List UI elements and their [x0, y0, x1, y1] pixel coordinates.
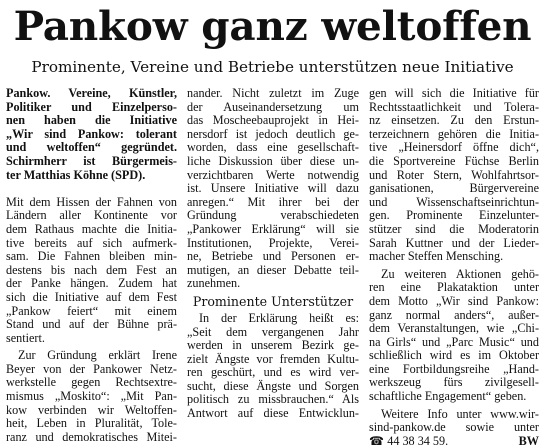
body-paragraph	[187, 87, 359, 291]
text-line: gen will sich die Initiative für	[369, 86, 539, 100]
text-line: Weitere Info unter www.wir-	[381, 406, 539, 421]
text-line: ganz normal anders“, außer-	[369, 307, 539, 322]
text-line: ter Matthias Köhne (SPD).	[6, 167, 146, 182]
text-line: ranz und demokratisches Mitei-	[6, 429, 177, 444]
text-line: Institutionen, Projekte, Verei-	[187, 235, 359, 250]
column-2	[187, 87, 359, 421]
text-line: tive bereits auf sich aufmerk-	[6, 235, 177, 250]
column-3	[369, 87, 539, 448]
text-line: anregen.“ Mit ihrer bei der	[187, 194, 359, 209]
text-line: Rechtsstaatlichkeit und Tolera-	[369, 99, 539, 114]
text-line: der Panke hängen. Zudem hat	[6, 276, 177, 291]
text-line: macher Steffen Mensching.	[369, 249, 504, 264]
text-line: „Wir sind Pankow: tolerant	[6, 126, 177, 141]
text-line: ren eine Plakataktion unter	[369, 280, 539, 295]
subheadline: Prominente, Vereine und Betriebe unterstützen neue Initiative	[31, 58, 514, 76]
body-paragraph	[6, 196, 177, 346]
text-line: „Pankower Erklärung“ will sie	[187, 221, 359, 236]
text-line: na Girls“ und „Parc Music“ und	[369, 334, 539, 349]
text-line: kow verbinden wir Weltoffen-	[6, 402, 177, 417]
text-line: Zu weiteren Aktionen gehö-	[381, 266, 539, 281]
text-line: Sarah Kuttner und der Lieder-	[369, 235, 539, 250]
text-line: werkstelle gegen Rechtsextre-	[6, 375, 177, 390]
text-line: eine Fortbildungsreihe „Hand-	[369, 361, 539, 376]
phone-number: ☎ 44 38 34 59.	[369, 433, 449, 448]
paragraph-spacer	[6, 182, 177, 196]
text-line: „Pankow feiert“ mit einem	[6, 303, 177, 318]
headline: Pankow ganz weltoffen	[13, 2, 532, 50]
text-line: Beyer von der Pankower Netz-	[6, 361, 177, 376]
text-line: ganisationen, Bürgervereine	[369, 181, 539, 196]
text-line: und weltoffen“ gegründet.	[6, 140, 177, 155]
author-initials: BW	[518, 433, 539, 448]
column-1	[6, 87, 177, 444]
text-line: zielt Ängste vor fremden Kultu-	[187, 351, 359, 366]
text-line: dem Veranstaltungen, wie „Chi-	[369, 321, 539, 336]
contact-line	[369, 435, 539, 448]
body-paragraph	[187, 312, 359, 421]
text-line: Gründung verabschiedeten	[187, 208, 359, 223]
text-line: Politiker und Einzelperso-	[6, 99, 177, 114]
text-line: ren geschürt, und es wird ver-	[187, 365, 359, 380]
text-line: Antwort auf diese Entwicklun-	[187, 406, 359, 421]
text-line: sam. Die Fahnen bleiben min-	[6, 249, 177, 264]
text-line: mutigen, an dieser Debatte teil-	[187, 262, 359, 277]
text-line: nz einsetzen. Zu den Erstun-	[369, 113, 539, 128]
text-line: und Roter Stern, Wohlfahrtsor-	[369, 167, 539, 182]
text-line: destens bis nach dem Fest an	[6, 262, 177, 277]
text-line: das Moscheebauprojekt in Hei-	[187, 113, 359, 128]
text-line: der Auseinandersetzung um	[187, 99, 359, 114]
text-line: In der Erklärung heißt es:	[199, 310, 359, 325]
text-line: ne, Betriebe und Personen er-	[187, 249, 359, 264]
text-line: werkszeug fürs zivilgesell-	[369, 375, 539, 390]
text-line: Pankow. Vereine, Künstler,	[6, 86, 177, 100]
text-line: werden in unserem Bezirk ge-	[187, 338, 359, 353]
text-line: ist. Unsere Initiative will dazu	[187, 181, 359, 196]
text-line: „Seit dem vergangenen Jahr	[187, 324, 359, 339]
text-line: liche Diskussion über diese un-	[187, 153, 359, 168]
text-line: sentiert.	[6, 330, 45, 345]
text-line: heit, Leben in Pluralität, Tole-	[6, 416, 177, 431]
text-line: tive „Heinersdorf öffne dich“,	[369, 140, 539, 155]
text-line: Stand und auf der Bühne prä-	[6, 317, 177, 332]
text-line: die Sportvereine Füchse Berlin	[369, 153, 539, 168]
section-heading: Prominente Unterstützer	[192, 293, 354, 309]
text-line: Zur Gründung erklärt Irene	[18, 348, 177, 363]
text-line: schaftliche Engagement“ geben.	[369, 389, 527, 404]
text-line: Ländern aller Kontinente vor	[6, 208, 177, 223]
text-line: sucht, diese Ängste und Sorgen	[187, 378, 359, 393]
text-line: verzichtbaren Werte notwendig	[187, 167, 359, 182]
text-line: gen. Prominente Einzelunter-	[369, 208, 539, 223]
lead-paragraph	[6, 87, 177, 182]
body-paragraph	[369, 87, 539, 264]
body-paragraph	[369, 268, 539, 404]
text-line: nen haben die Initiative	[6, 113, 177, 128]
text-line: stützer sind die Moderatorin	[369, 221, 539, 236]
text-line: nander. Nicht zuletzt im Zuge	[187, 86, 359, 100]
text-line: mismus „Moskito“: „Mit Pan-	[6, 389, 177, 404]
text-line: sind-pankow.de sowie unter	[369, 420, 539, 435]
body-paragraph	[369, 408, 539, 448]
text-line: zunehmen.	[187, 276, 241, 291]
text-line: politisch zu missbrauchen.“ Als	[187, 392, 359, 407]
text-line: worden, dass eine gesellschaft-	[187, 140, 359, 155]
text-line: und Wissenschaftseinrichtun-	[369, 194, 539, 209]
text-line: Mit dem Hissen der Fahnen von	[6, 194, 177, 209]
text-line: sich die Initiative auf dem Fest	[6, 289, 177, 304]
body-paragraph	[6, 349, 177, 444]
text-line: nersdorf ist jedoch deutlich ge-	[187, 126, 359, 141]
text-line: schließlich wird es im Oktober	[369, 348, 539, 363]
text-line: dem Rathaus machte die Initia-	[6, 221, 177, 236]
text-line: Schirmherr ist Bürgermeis-	[6, 153, 177, 168]
text-line: dem Motto „Wir sind Pankow:	[369, 293, 539, 308]
text-line: terzeichnern gehören die Initia-	[369, 126, 539, 141]
